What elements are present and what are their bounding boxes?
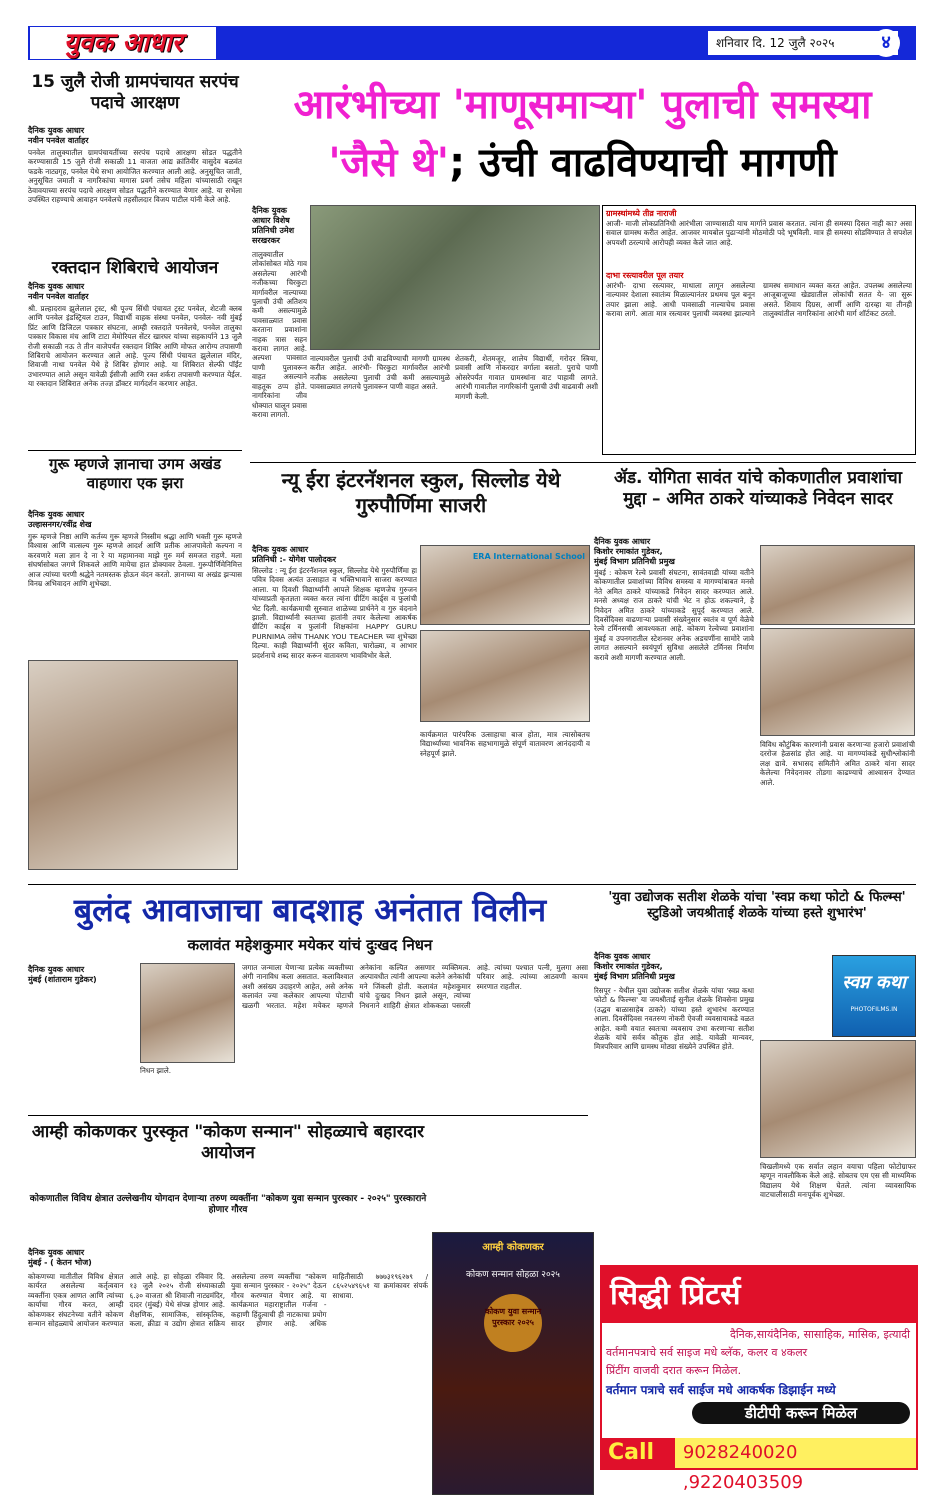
school-banner: ERA International School (472, 552, 585, 561)
ad-title: सिद्धी प्रिंटर्स (602, 1267, 916, 1323)
divider (28, 450, 242, 451)
main-headline (250, 76, 915, 192)
adv-body: मुंबई : कोकण रेल्वे प्रवासी संघटना, सावंतवाडी यांच्या वतीने कोकणातील प्रवाशांच्या विविध समस्या व मागण्यांबाबत मनसे नेते अमित ठाकरे यांच्याकडे निवेदन सादर करण्यात आले. मनसे अध्यक्ष राज ठाकरे यांची भेट न होऊ शकल्याने, हे निवेदन अमित ठाकरे यांच्याकडे सुपूर्द करण्यात आले. दिवसेंदिवस वाढणाऱ्या प्रवासी संख्येनुसार स्वतंत्र व पूर्ण वेळेचे रेल्वे टर्मिनसची आवश्यकता आहे. कोकण रेल्वेच्या प्रवाशांना मुंबई व उपनगरातील स्टेशनवर अनेक अडचणींना सामोरे जावे लागत असल्याने स्वयंपूर्ण सुविधा असलेले टर्मिनस निर्माण करावे अशी मागणी करण्यात आली. (594, 568, 754, 662)
byline-reporter: नवीन पनवेल वार्ताहर (28, 136, 89, 145)
school-headline: न्यू ईरा इंटरनॅशनल स्कुल, सिल्लोड येथे गुरुपौर्णिमा साजरी (281, 468, 561, 517)
newspaper-logo: युवक आधार (30, 27, 216, 59)
adv-body-2: विविध कौटुंबिक कारणांनी प्रवास करणाऱ्या हजारो प्रवाशांची दररोज हेळसांड होत आहे. या मागण्यांकडे सुधीश्लोकांनी लक्ष द्यावे. सभासद समितीने अमित ठाकरे यांना सादर केलेल्या निवेदनावर तोडगा काढण्याचे आश्वासन देण्यात आले. (760, 740, 915, 787)
byline-reporter: नवीन पनवेल वार्ताहर (28, 292, 89, 301)
issue-date: शनिवार दि. 12 जुलै २०२५ (708, 31, 898, 55)
kokan-subheadline: कोकणातील विविध क्षेत्रात उल्लेखनीय योगदान देणाऱ्या तरुण व्यक्तींना "कोकण युवा सन्मान पुरस्कार - २०२५" पुरस्काराने होणार गौरव (29, 1194, 427, 1216)
ad-line: वर्तमानपत्राचे सर्व साइज मधे ब्लॅक, कलर व ४कलर (606, 1346, 808, 1359)
poster-title: आम्ही कोकणकर (482, 1242, 544, 1253)
article-body: श्री. प्रल्हादराव झुलेलाल ट्रस्ट, श्री पूज्य सिंधी पंचायत ट्रस्ट पनवेल, शेटजी क्लब आणि पनवेल इंडस्ट्रियल टाउन, विद्यार्थी वाहक संस्था पनवेल, पनवेल- नवी मुंबई प्रिंट आणि डिजिटल पत्रकार संघटना, आम्ही रक्तदाते पनवेलचे, पनवेल तालुका पत्रकार विकास मंच आणि टाटा मेमोरियल सेंटर खारघर यांच्या सहकार्याने 13 जुलै रोजी सकाळी नऊ ते तीन वाजेपर्यंत रक्तदान शिबिर आणि मोफत आरोग्य तपासणी शिबिराचे आयोजन करण्यात आले आहे. पूज्य सिंधी पंचायत झुलेलाल मंदिर, शिवाजी नाथा पनवेल येथे हे शिबिर होणार आहे. या शिबिरात सेल्फी पॉईंट उभारण्यात आले असून यावेळी ईसीजी आणि रक्त शर्करा तपासणी करण्यात येईल. या रक्तदान शिबिरात अनेक तज्ज्ञ डॉक्टर मार्गदर्शन करणार आहेत. (28, 304, 242, 389)
ad-line: प्रिंटींग वाजवी दरात करून मिळेल. (606, 1364, 742, 1377)
byline (28, 965, 136, 985)
bridge-photo (310, 205, 600, 350)
studio-body-2: चिखलीमध्ये एक सर्वात लहान वयाचा पहिला फोटोग्राफर म्हणून नावलौकिक केले आहे. सोबतच एम एस सी माध्यमिक विद्यालय येथे शिक्षण घेतले. त्यांना व्यावसायिक वाटचालीसाठी मनःपूर्वक शुभेच्छा. (760, 1162, 916, 1200)
ad-contact-bar (602, 1438, 916, 1493)
studio-headline: 'युवा उद्योजक सतीश शेळके यांचा 'स्वप्न कथा फोटो & फिल्म्स' स्टुडिओ जयश्रीताई शेळके यांच्या हस्ते शुभारंभ' (608, 890, 906, 922)
page-number: ४ (872, 29, 900, 57)
divider (250, 462, 916, 463)
studio-logo (832, 955, 916, 1037)
byline-paper: दैनिक युवक आधार (28, 282, 85, 291)
sidebar-box (602, 205, 916, 455)
left-headline-1: 15 जुलै रोजी ग्रामपंचायत सरपंच पदाचे आरक्षण (31, 72, 239, 114)
school-body: सिल्लोड : न्यू ईरा इंटरनॅशनल स्कुल, सिल्लोड येथे गुरुपौर्णिमा हा पवित्र दिवस अत्यंत उत्साहात व भक्तिभावाने साजरा करण्यात आला. या दिवशी विद्यार्थ्यांनी आपले शिक्षक म्हणजेच गुरुजन यांच्याप्रती कृतज्ञता व्यक्त करत त्यांना ग्रीटिंग कार्ड्स व फुलांची भेट दिली. कार्यक्रमाची सुरुवात शाळेच्या प्रार्थनेने व गुरु वंदनाने झाली. विद्यार्थ्यांनी स्वतःच्या हातांनी तयार केलेल्या आकर्षक ग्रीटिंग कार्ड्स व फुलांनी शिक्षकांना HAPPY GURU PURNIMA तसेच THANK YOU TEACHER च्या शुभेच्छा दिल्या. काही विद्यार्थ्यांनी सुंदर कविता, चारोळ्या, व आभार प्रदर्शनाचे शब्द सादर करून वातावरण भावविभोर केले. (252, 566, 417, 660)
byline: दैनिक युवक आधार विशेष प्रतिनिधी उमेश सरखरकर (252, 206, 295, 245)
kokan-poster (432, 1232, 594, 1495)
studio-logo-sub: PHOTOFILMS.IN (850, 1006, 898, 1013)
poster-award-badge: कोकण युवा सन्मान पुरस्कार २०२५ (484, 1294, 542, 1352)
main-body-col2: नाल्यावरील पुलाची उंची वाढविण्याची मागणी ग्रामस्थ करीत आहेत. आरंभी- चिरकुटा मार्गावरील आरंभी नजीक असलेल्या पुलाची उंची कमी असल्यामुळे पावसाळ्यात लगतचे पुलावरून पाणी वाहत असते. (310, 354, 450, 392)
left-headline-3: गुरू म्हणजे ज्ञानाचा उगम अखंड वाहणारा एक झरा (49, 455, 221, 492)
byline (28, 126, 242, 146)
singer-caption: निधन झाले. (140, 1066, 171, 1075)
byline (252, 545, 417, 565)
article-body: पनवेल तालुक्यातील ग्रामपंचायतींच्या सरपंच पदाचे आरक्षण सोडत पद्धतीने करण्यासाठी 15 जुलै रोजी सकाळी 11 वाजता आद्य क्रांतिवीर वासुदेव बळवंत फडके नाट्यगृह, पनवेल येथे सभा आयोजित करण्यात आली आहे. अनुसूचित जाती, अनुसूचित जमाती व नागरिकांचा मागास प्रवर्ग तसेच महिला यांच्यासाठी राखून ठेवावयाच्या सरपंच पदाचे आरक्षण सोडत पद्धतीने करण्यात येणार आहे. या सभेला उपस्थित राहण्याचे आवाहन पनवेलचे तहसीलदार विजय पाटील यांनी केले आहे. (28, 148, 242, 205)
studio-photo (760, 1040, 916, 1158)
byline-paper: दैनिक युवक आधार (594, 952, 651, 961)
byline (28, 510, 242, 530)
main-headline-line1: आरंभीच्या 'माणूसमाऱ्या' पुलाची समस्या (293, 82, 872, 128)
byline-role: मुंबई विभाग प्रतिनिधी प्रमुख (594, 557, 675, 566)
singer-subheadline: कलावंत महेशकुमार मयेकर यांचं दुःखद निधन (187, 936, 433, 954)
main-body-col1: तालुक्यातील लोकांसोबत मोठे गाव असलेल्या आरंभी नजीकच्या चिरकुटा मार्गावरील नाल्याच्या पुलाची उंची अतिशय कमी असल्यामुळे पावसाळ्यात प्रवास करताना प्रवाशांना नाहक त्रास सहन करावा लागत आहे. अल्पशा पावसात पाणी पुलावरून वाहत असल्याने वाहतूक ठप्प होते. नागरिकांना जीव धोक्यात घालून प्रवास करावा लागतो. (252, 250, 307, 419)
adv-photo-2 (760, 628, 915, 736)
byline-paper: दैनिक युवक आधार (252, 545, 309, 554)
ad-line: दैनिक,सायंदैनिक, सासाहिक, मासिक, इत्यादी (729, 1328, 910, 1341)
guru-photo (28, 660, 238, 870)
article-body: गुरू म्हणजे निष्ठा आणि कर्तव्य गुरू म्हणजे निस्सीम श्रद्धा आणि भक्ती गुरू म्हणजे विश्वास आणि वात्सल्य गुरू म्हणजे आदर्श आणि प्रतीक आजपावेतो कल्पना न करवणारे मला ज्ञान दे ना रे या महामानवा माझे गुरु मर्म समजत राहणे. मला संघर्षासोबत जगणे शिकवले आणि मायेचा हात डोक्यावर ठेवला. गुरूपौर्णिमेनिमित्त आज त्यांच्या चरणी श्रद्धेने नतमस्तक होऊन वंदन करतो. ज्ञानाच्या या अखंड झऱ्यास विनम्र अभिवादन आणि शुभेच्छा. (28, 532, 242, 589)
byline-reporter: किशोर रमाकांत गुडेकर, (594, 547, 663, 556)
singer-photo (140, 963, 235, 1063)
kokan-body: कोकणच्या मातीतील विविध क्षेत्रात कार्यरत असलेल्या कर्तृत्ववान व्यक्तींना एकत्र आणत आणि त्यांच्या कार्याचा गौरव करत, आम्ही कोकणकर संघटनेच्या वतीने कोकण सन्मान सोहळ्याचे आयोजन करण्यात आले आहे. हा सोहळा रविवार दि. १३ जुलै २०२५ रोजी संध्याकाळी ६.३० वाजता श्री शिवाजी नाट्यमंदिर, दादर (मुंबई) येथे संपन्न होणार आहे. शैक्षणिक, सामाजिक, सांस्कृतिक, कला, क्रीडा व उद्योग क्षेत्रात सक्रिय असलेल्या तरुण व्यक्तींचा "कोकण युवा सन्मान पुरस्कार - २०२५" देऊन गौरव करण्यात येणार आहे. या कार्यक्रमात महाराष्ट्रातील गर्जना - कहाणी हिंदुत्वाची ही नाटकाचा प्रयोग सादर होणार आहे. अधिक माहितीसाठी ७७७३१९६२७९ / ८६५२५४९६५१ या क्रमांकावर संपर्क साधावा. (28, 1272, 428, 1329)
byline (28, 1248, 123, 1268)
school-photo-2 (420, 630, 590, 722)
main-body-col3: शेतकरी, शेतमजूर, शालेय विद्यार्थी, गरोदर स्त्रिया, प्रवासी आणि नोकरदार वर्गाला बसतो. पुराचे पाणी ओसरेपर्यंत गावात ग्रामस्थांना वाट पाहावी लागते. आरंभी गावातील नागरिकांनी पुलाची उंची वाढवावी अशी मागणी केली. (455, 354, 598, 401)
box-body: आरंभी- दाभा रस्त्यावर, माथाला लागून असलेल्या नाल्यावर देशाला स्वातंत्र्य मिळाल्यानंतर प्रथमच पूल बनून तयार झाला आहे. आधी पावसाळी नाल्याचेच प्रवास करावा लागे. आता मात्र रस्त्यावर पुलाची व्यवस्था झाल्याने ग्रामस्थ समाधान व्यक्त करत आहेत. उपलब्ध असलेल्या आजूबाजूच्या खेड्यातील लोकांची सतत ये- जा सुरू असते. शिवाय दिग्रस, आर्णी आणि दारव्हा या तीनही तालुक्यांतील नागरिकांना आरंभी मार्ग शॉर्टकट ठरतो. (606, 281, 912, 319)
byline-reporter: किशोर रमाकांत गुडेकर, (594, 962, 663, 971)
ad-line: वर्तमान पत्राचे सर्व साईज मधे आकर्षक डिझाईन मध्ये (606, 1383, 836, 1397)
byline-paper: दैनिक युवक आधार (594, 537, 651, 546)
byline-role: मुंबई विभाग प्रतिनिधी प्रमुख (594, 972, 675, 981)
adv-headline: ॲड. योगिता सावंत यांचे कोकणातील प्रवाशांचा मुद्दा – अमित ठाकरे यांच्याकडे निवेदन सादर (613, 468, 903, 510)
ad-phone-numbers[interactable]: 9028240020 ,9220403509 (682, 1442, 804, 1493)
left-headline-2: रक्तदान शिबिराचे आयोजन (51, 258, 219, 278)
ad-call-label: Call (602, 1438, 675, 1468)
box-title: दाभा रस्त्यावरील पूल तयार (606, 271, 684, 280)
divider (28, 1115, 588, 1116)
main-headline-line2 (250, 134, 915, 192)
studio-body: रिसपूर - येथील युवा उद्योजक सतीश शेळके यांचा 'स्वप्न कथा फोटो & फिल्म्स' या जयश्रीताई सुनील शेळके शिवसेना प्रमुख (उद्धव बाळासाहेब ठाकरे) यांच्या हस्ते शुभारंभ करण्यात आला. दिवसेंदिवस नवतरुण नोकरी ऐवजी व्यवसायाकडे वळत आहेत. कमी वयात स्वतःचा व्यवसाय उभा करणाऱ्या सतीश शेळके यांचे सर्वत्र कौतुक होत आहे. यावेळी मान्यवर, मित्रपरिवार आणि ग्रामस्थ मोठ्या संख्येने उपस्थित होते. (594, 986, 754, 1052)
byline-reporter: मुंबई (शांताराम गुडेकर) (28, 975, 97, 984)
singer-headline: बुलंद आवाजाचा बादशाह अनंतात विलीन (73, 891, 547, 929)
divider (28, 884, 916, 885)
byline (594, 537, 754, 567)
adv-photo-1 (760, 545, 915, 625)
poster-subtitle: कोकण सन्मान सोहळा २०२५ (466, 1270, 560, 1280)
school-caption: कार्यक्रमात पारंपरिक उत्साहाचा बाज होता, मात्र त्यासोबतच विद्यार्थ्यांच्या भावनिक सहभागामुळे संपूर्ण वातावरण आनंददायी व स्नेहपूर्ण झाले. (420, 730, 590, 758)
printers-advertisement (600, 1265, 918, 1493)
byline-paper: दैनिक युवक आधार (28, 510, 85, 519)
main-headline-rest: ; उंची वाढविण्याची मागणी (449, 140, 837, 186)
byline-reporter: प्रतिनिधी :- योगेश पालोदकर (252, 555, 336, 564)
ad-dtp-badge: डीटीपी करून मिळेल (692, 1402, 910, 1424)
school-photo-1 (420, 545, 590, 625)
studio-logo-text: स्वप्न कथा (842, 972, 906, 993)
byline-paper: दैनिक युवक आधार (28, 1248, 85, 1257)
byline-reporter: उल्हासनगर/रवींद्र शेख (28, 520, 92, 529)
byline (28, 282, 242, 302)
kokan-headline: आम्ही कोकणकर पुरस्कृत "कोकण सन्मान" सोहळ्याचे बहारदार आयोजन (31, 1122, 425, 1164)
byline-reporter: मुंबई - ( केतन भोज) (28, 1258, 92, 1267)
byline (594, 952, 824, 982)
box-body: आजी- माजी लोकप्रतिनिधी आरंभीला जाण्यासाठी याच मार्गाने प्रवास करतात. त्यांना ही समस्या दिसत नाही का? असा सवाल ग्रामस्थ करीत आहेत. आजवर मायबोल पुढाऱ्यांनी मोठमोठी पदे भूषविली. मात्र ही समस्या सोडविण्यात ते सपशेल अपयशी ठरल्याचे आरोपही व्यक्त केले जात आहे. (606, 219, 912, 247)
main-headline-quote: 'जैसे थे' (328, 140, 450, 186)
byline-paper: दैनिक युवक आधार (28, 965, 85, 974)
box-title: ग्रामस्थांमध्ये तीव्र नाराजी (606, 209, 677, 218)
byline-paper: दैनिक युवक आधार (28, 126, 85, 135)
singer-body: जगात जन्माला येणाऱ्या प्रत्येक व्यक्तीच्या अंगी नानाविध कला असतात. कलाविश्वात अशी असंख्य उदाहरणे आहेत, असे अनेक कलावंत ज्या कलेकार आपल्या पोटाची खळगी भरतात. महेश मयेकर म्हणजे अनेकांना कल्पित असणार व्यक्तिमत्व. अल्पावधीत त्यांनी आपल्या कलेने अनेकांची मने जिंकली होती. कलावंत महेशकुमार यांचे दुःखद निधन झाले असून, त्यांच्या निधनाने शाहिरी क्षेत्रात शोककळा पसरली आहे. त्यांच्या पश्चात पत्नी, मुलगा असा परिवार आहे. त्यांच्या आठवणी कायम स्मरणात राहतील. (242, 963, 588, 1010)
